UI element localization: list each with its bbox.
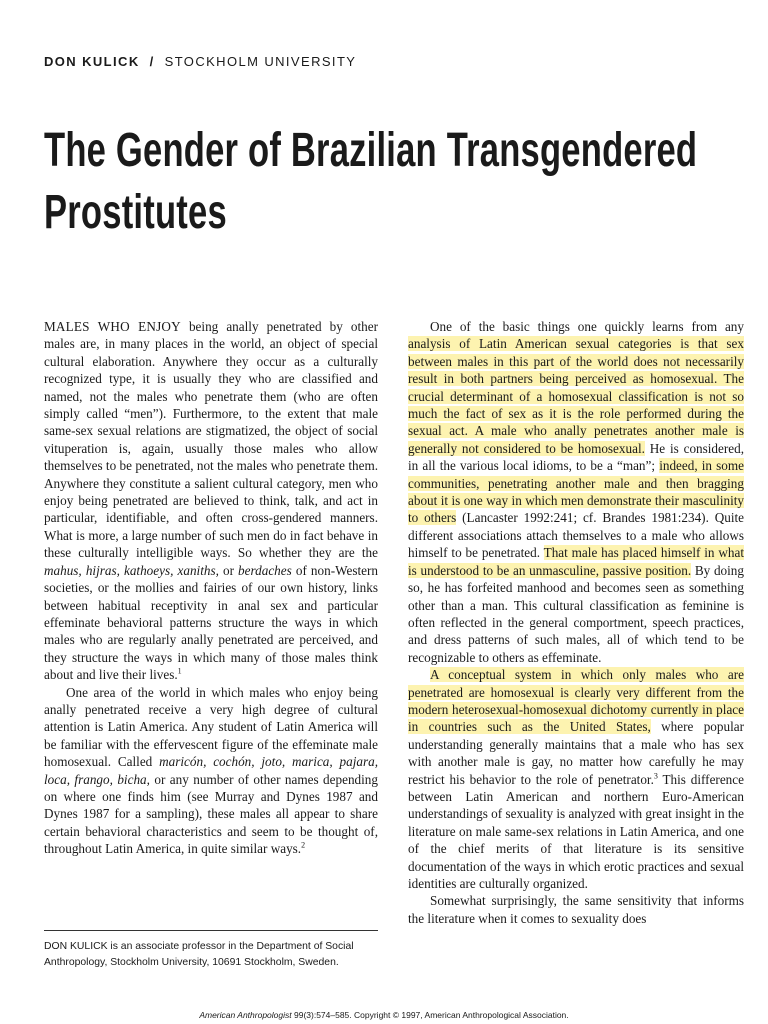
left-column <box>44 318 378 858</box>
highlight-2[interactable]: indeed, in some communities, penetrating another male and then bragging about it is one way in which men demonstrate their masculinity to others <box>408 458 744 526</box>
text-run: This difference between Latin American and northern Euro-American understandings of sexuality is analyzed with great insight in the literature on male same-sex relations in Latin America, and one of the chief merits of that literature is its sensitive documentation of the ways in which erotic practices and sexual identities are culturally organized. <box>408 771 744 891</box>
text-run: or any number of other names depending on where one finds him (see Murray and Dynes 1987 and Dynes 1987 for a sampling), these males all appear to share certain behavioral characteristics and seem to be thought of, throughout Latin America, in quite similar ways. <box>44 771 378 857</box>
running-header <box>44 54 356 69</box>
text-run: of non-Western societies, or the mollies and fairies of our own history, links between habitual receptivity in anal sex and particular effeminate behavioral patterns structure the ways in which males who are regularly anally penetrated are perceived, and they structure the ways in which many of those males think about and live their lives. <box>44 562 378 683</box>
left-paragraph-1 <box>44 318 378 684</box>
text-run: (Lancaster 1992:241; cf. Brandes 1981:234). Quite different associations attach themselves to a male who allows himself to be penetrated. <box>408 510 744 561</box>
page-footer <box>0 1010 768 1020</box>
italic-term: berdaches <box>238 562 292 578</box>
opening-small-caps: MALES WHO ENJOY <box>44 319 181 334</box>
text-run: He is considered, in all the various local idioms, to be a “man”; <box>408 440 745 474</box>
italic-terms: mahus, hijras, kathoeys, xaniths, <box>44 562 219 578</box>
author-note: DON KULICK is an associate professor in the Department of Social Anthropology, Stockholm University, 10691 Stockholm, Sweden. <box>44 941 354 968</box>
footnote-ref-1[interactable]: 1 <box>177 666 182 676</box>
right-paragraph-2 <box>408 666 744 892</box>
text-run: One of the basic things one quickly learns from any <box>430 319 744 334</box>
footer-citation: 99(3):574–585. Copyright © 1997, American Anthropological Association. <box>291 1010 569 1020</box>
author-note-rule <box>44 930 378 931</box>
footnote-ref-3[interactable]: 3 <box>653 771 658 781</box>
right-paragraph-1 <box>408 318 744 666</box>
header-affiliation: STOCKHOLM UNIVERSITY <box>164 54 357 69</box>
right-column <box>408 318 744 927</box>
footer-journal: American Anthropologist <box>199 1010 292 1020</box>
text-run: where popular understanding generally maintains that a male who has sex with another male is gay, no matter how carefully he may restrict his behavior to the role of penetrator. <box>408 719 744 787</box>
highlight-4[interactable]: A conceptual system in which only males who are penetrated are homosexual is clearly very different from the modern heterosexual-homosexual dichotomy currently in place in countries such as the United States, <box>408 667 744 735</box>
text-run: By doing so, he has forfeited manhood and becomes seen as something other than a man. This cultural classification as feminine is often reflected in the general comportment, speech practices, and dress patterns of such males, all of which tend to be recognizable to others as effeminate. <box>408 562 744 665</box>
right-paragraph-3: Somewhat surprisingly, the same sensitivity that informs the literature when it comes to sexuality does <box>408 893 744 926</box>
text-run: One area of the world in which males who enjoy being anally penetrated receive a very high degree of cultural attention is Latin America. Any student of Latin America will be familiar with the effervescent figure of the effeminate male homosexual. Called <box>44 684 378 770</box>
text-run: being anally penetrated by other males are, in many places in the world, an object of special cultural elaboration. Anywhere they occur as a culturally recognized type, it is usually they who are classified and named, not the males who penetrate them (who are often simply called “men”). Furthermore, to the extent that male same-sex sexual relations are stigmatized, the object of social vituperation is, again, usually those males who allow themselves to be penetrated, not the males who penetrate them. Anywhere they constitute a salient cultural category, men who enjoy being penetrated are believed to think, talk, and act in particular, identifiable, and often cross-gendered manners. What is more, a large number of such men do in fact behave in these culturally intelligible ways. So whether they are the <box>44 319 378 561</box>
left-paragraph-2 <box>44 684 378 858</box>
highlight-1[interactable]: analysis of Latin American sexual categories is that sex between males in this part of the world does not necessarily result in both partners being perceived as homosexual. The crucial determinant of a homosexual classification is not so much the fact of sex as it is the role performed during the sexual act. A male who anally penetrates another male is generally not considered to be homosexual. <box>408 336 744 456</box>
article-title: The Gender of Brazilian Transgendered Prostitutes <box>44 124 698 239</box>
italic-terms: maricón, cochón, joto, marica, pajara, loca, frango, bicha, <box>44 754 378 787</box>
text-run: or <box>218 562 239 578</box>
highlight-3[interactable]: That male has placed himself in what is understood to be an unmasculine, passive position. <box>408 545 745 578</box>
header-separator: / <box>149 54 155 69</box>
header-author: DON KULICK <box>44 54 140 69</box>
footnote-ref-2[interactable]: 2 <box>301 840 306 850</box>
